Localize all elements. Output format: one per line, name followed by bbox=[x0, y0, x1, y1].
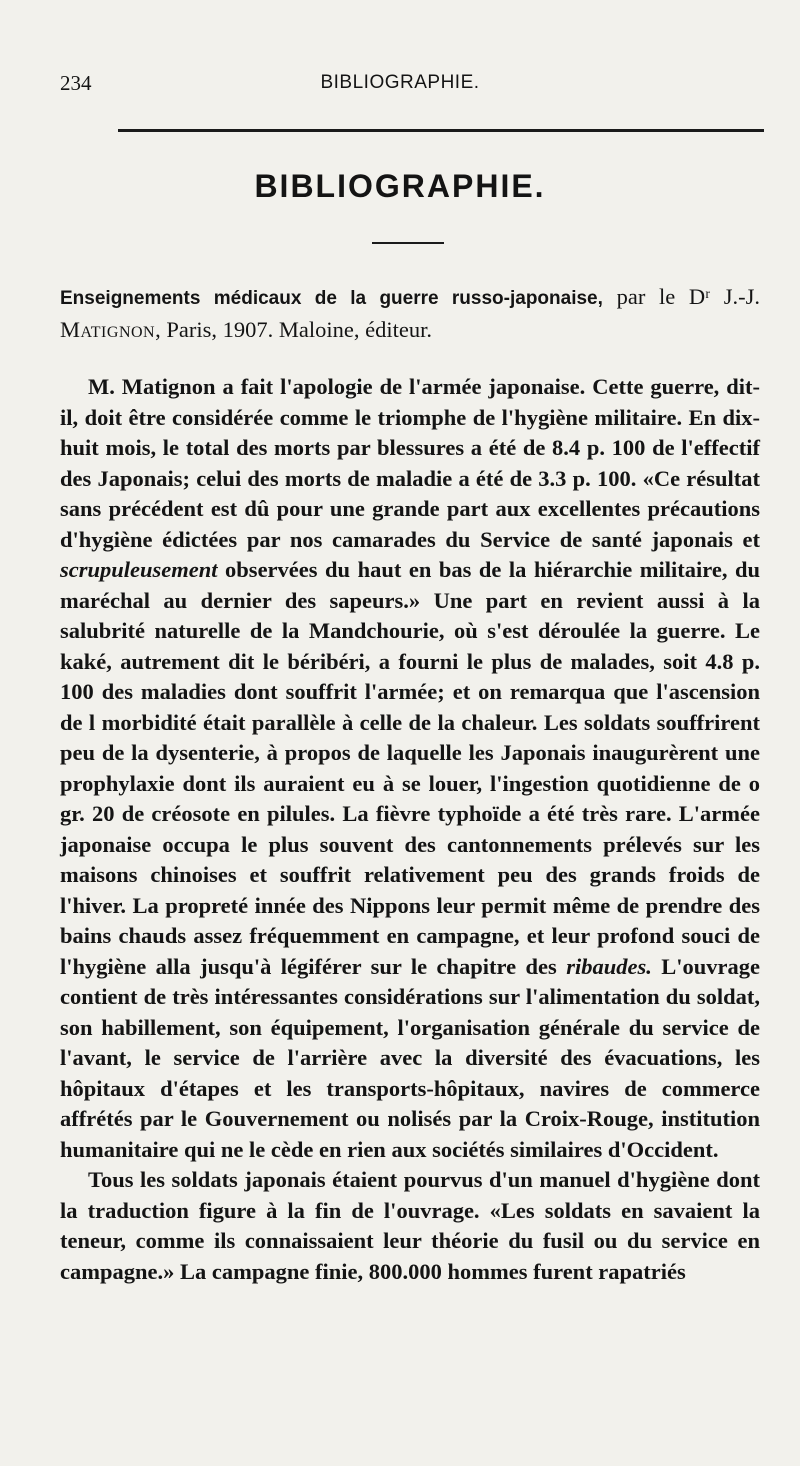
paragraph-1 bbox=[60, 372, 760, 1165]
paragraph-2: Tous les soldats japonais étaient pourvus d'un manuel d'hygiène dont la traduction figure à la fin de l'ouvrage. «Les soldats en savaient la teneur, comme ils connaissaient leur théorie du fusil ou du service en campagne.» La campagne finie, 800.000 hommes furent rapatriés bbox=[60, 1167, 760, 1284]
page-number: 234 bbox=[60, 71, 92, 95]
paragraph-1-part-c: L'ouvrage contient de très intéressantes considérations sur l'alimentation du soldat, son habillement, son équipement, l'organisation générale du service de l'avant, le service de l'arrière avec la diversité des évacuations, les hôpitaux d'étapes et les transports-hôpitaux, navires de commerce affrétés par le Gouvernement ou nolisés par la Croix-Rouge, institution humanitaire qui ne le cède en rien aux sociétés similaires d'Occident. bbox=[60, 953, 760, 1162]
paragraph-1-part-a: M. Matignon a fait l'apologie de l'armée japonaise. Cette guerre, dit-il, doit être considérée comme le triomphe de l'hygiène militaire. En dix-huit mois, le total des morts par blessures a été de 8.4 p. 100 de l'effectif des Japonais; celui des morts de maladie a été de 3.3 p. 100. «Ce résultat sans précédent est dû pour une grande part aux excellentes précautions d'hygiène édictées par nos camarades du Service de santé japonais et bbox=[60, 374, 760, 552]
book-title: Enseignements médicaux de la guerre russo-japonaise, bbox=[60, 288, 603, 309]
title-rule bbox=[372, 242, 444, 244]
emphasis-ribaudes: ribaudes. bbox=[566, 953, 652, 979]
section-title: BIBLIOGRAPHIE. bbox=[254, 168, 546, 204]
author-name: Matignon bbox=[60, 316, 156, 342]
paragraph-1-part-b: observées du haut en bas de la hiérarchie militaire, du maréchal au dernier des sapeurs.» Une part en revient aussi à la salubrité naturelle de la Mandchourie, où s'est déroulée la guerre. Le kaké, autrement dit le béribéri, a fourni le plus de malades, soit 4.8 p. 100 des maladies dont souffrit l'armée; et on remarqua que l'ascension de l morbidité était parallèle à celle de la chaleur. Les soldats souffrirent peu de la dysenterie, à propos de laquelle les Japonais inaugurèrent une prophylaxie dont ils auraient eu à se louer, l'ingestion quotidienne de o gr. 20 de créosote en pilules. La fièvre typhoïde a été très rare. L'armée japonaise occupa le plus souvent des cantonnements prélevés sur les maisons chinoises et souffrit relativement peu des grands froids de l'hiver. La propreté innée des Nippons leur permit même de prendre des bains chauds assez fréquemment en campagne, et leur profond souci de l'hygiène alla jusqu'à légiférer sur le chapitre des bbox=[60, 557, 760, 979]
reference-by: par le Dʳ J.-J. bbox=[602, 284, 760, 309]
review-body bbox=[60, 372, 760, 1287]
book-reference bbox=[60, 282, 760, 345]
header-rule bbox=[118, 129, 764, 132]
running-header bbox=[60, 68, 740, 98]
reference-details: , Paris, 1907. Maloine, éditeur. bbox=[155, 316, 432, 342]
emphasis-scrupuleusement: scrupuleusement bbox=[60, 557, 218, 582]
running-title: BIBLIOGRAPHIE. bbox=[320, 72, 480, 93]
